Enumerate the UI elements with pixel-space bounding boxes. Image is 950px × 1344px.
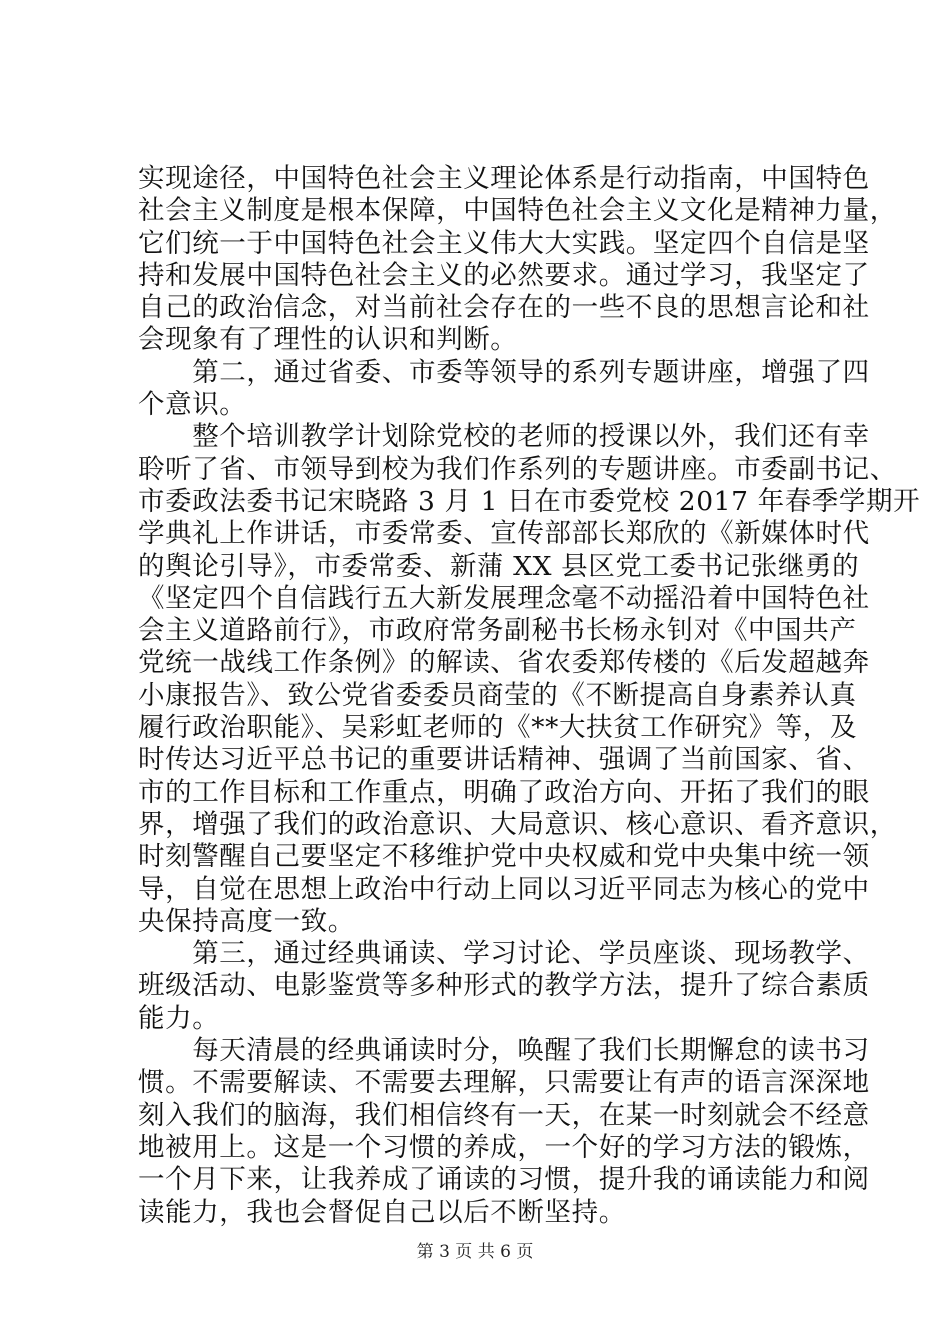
text-line: 每天清晨的经典诵读时分，唤醒了我们长期懈怠的读书习 [138,1035,870,1067]
text-line: 社会主义制度是根本保障，中国特色社会主义文化是精神力量， [138,195,897,227]
text-line: 履行政治职能》、吴彩虹老师的《**大扶贫工作研究》等，及 [138,712,858,744]
text-line: 界，增强了我们的政治意识、大局意识、核心意识、看齐意识， [138,808,897,840]
text-line: 地被用上。这是一个习惯的养成，一个好的学习方法的锻炼， [138,1131,870,1163]
text-line: 时刻警醒自己要坚定不移维护党中央权威和党中央集中统一领 [138,841,870,873]
text-line: 个意识。 [138,389,247,421]
text-line: 会现象有了理性的认识和判断。 [138,324,518,356]
text-line: 央保持高度一致。 [138,905,355,937]
text-line: 自己的政治信念，对当前社会存在的一些不良的思想言论和社 [138,292,870,324]
text-line: 整个培训教学计划除党校的老师的授课以外，我们还有幸 [138,421,870,453]
text-line: 持和发展中国特色社会主义的必然要求。通过学习，我坚定了 [138,259,870,291]
text-line: 惯。不需要解读、不需要去理解，只需要让有声的语言深深地 [138,1067,870,1099]
text-line: 《坚定四个自信践行五大新发展理念毫不动摇沿着中国特色社 [138,582,870,614]
text-line: 第二，通过省委、市委等领导的系列专题讲座，增强了四 [138,356,870,388]
text-line: 的舆论引导》，市委常委、新蒲 XX 县区党工委书记张继勇的 [138,550,860,582]
text-line: 市的工作目标和工作重点，明确了政治方向、开拓了我们的眼 [138,776,870,808]
text-line: 一个月下来，让我养成了诵读的习惯，提升我的诵读能力和阅 [138,1164,870,1196]
text-line: 实现途径，中国特色社会主义理论体系是行动指南，中国特色 [138,163,870,194]
text-line: 它们统一于中国特色社会主义伟大大实践。坚定四个自信是坚 [138,227,870,259]
text-line: 读能力，我也会督促自己以后不断坚持。 [138,1196,626,1228]
text-line: 班级活动、电影鉴赏等多种形式的教学方法，提升了综合素质 [138,970,870,1002]
text-line: 第三，通过经典诵读、学习讨论、学员座谈、现场教学、 [138,938,870,970]
text-line: 小康报告》、致公党省委委员商莹的《不断提高自身素养认真 [138,679,857,711]
page-footer: 第 3 页 共 6 页 [416,1242,534,1262]
text-line: 市委政法委书记宋晓路 3 月 1 日在市委党校 2017 年春季学期开 [138,485,921,517]
text-line: 能力。 [138,1002,220,1034]
text-line: 党统一战线工作条例》的解读、省农委郑传楼的《后发超越奔 [138,647,870,679]
text-line: 学典礼上作讲话，市委常委、宣传部部长郑欣的《新媒体时代 [138,518,870,550]
text-line: 会主义道路前行》，市政府常务副秘书长杨永钊对《中国共产 [138,615,857,647]
text-line: 聆听了省、市领导到校为我们作系列的专题讲座。市委副书记、 [138,453,897,485]
body-text [138,163,921,1229]
text-line: 刻入我们的脑海，我们相信终有一天，在某一时刻就会不经意 [138,1099,870,1131]
text-line: 导，自觉在思想上政治中行动上同以习近平同志为核心的党中 [138,873,870,905]
text-line: 时传达习近平总书记的重要讲话精神、强调了当前国家、省、 [138,744,870,776]
